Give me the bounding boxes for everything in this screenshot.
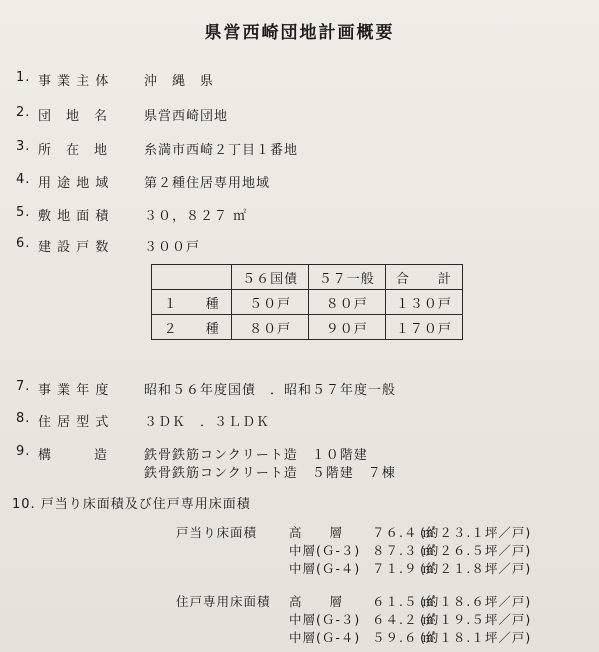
area-note: (約１９.５坪／戸)	[420, 612, 532, 627]
page-title: 県営西崎団地計画概要	[204, 23, 395, 43]
item-value: 沖 縄 県	[144, 74, 215, 89]
item-number: 7.	[16, 379, 31, 394]
item-label: 用 途 地 域	[38, 176, 110, 191]
table-cell: ２ 種	[152, 315, 232, 340]
item-number: 8.	[16, 411, 31, 426]
table-cell: １ 種	[152, 290, 232, 315]
item-number: 4.	[16, 172, 31, 187]
item-number: 9.	[16, 444, 31, 459]
item-value: 県営西崎団地	[144, 109, 229, 124]
item-number: 1.	[16, 70, 31, 85]
item-label: 構 造	[38, 448, 109, 463]
area-group-label: 住戸専用床面積	[176, 594, 271, 609]
item-value: 糸満市西崎２丁目１番地	[144, 143, 299, 158]
item-label: 団 地 名	[38, 109, 109, 124]
table-header-cell: ５７一般	[308, 265, 385, 290]
area-note: (約２６.５坪／戸)	[420, 543, 532, 558]
item-value: 鉄骨鉄筋コンクリート造 １０階建	[144, 448, 368, 463]
area-value: ６４.２ ㎡	[372, 612, 436, 627]
table-cell: １７０戸	[385, 315, 462, 340]
item-value-secondary: 鉄骨鉄筋コンクリート造 ５階建 ７棟	[144, 466, 396, 481]
table-header-row	[152, 265, 463, 290]
table-header-cell	[152, 265, 232, 290]
item-number: 3.	[16, 139, 31, 154]
area-subtype: 中層(Ｇ-３)	[289, 543, 361, 558]
table-cell: ８０戸	[232, 315, 309, 340]
item-value: 第２種住居専用地域	[144, 176, 271, 191]
item-label: 事 業 主 体	[38, 74, 110, 89]
table-cell: ８０戸	[308, 290, 385, 315]
area-subtype: 高 層	[289, 594, 344, 609]
area-value: ５９.６ ㎡	[372, 630, 436, 645]
item-value: ３００戸	[144, 240, 201, 255]
table-cell: １３０戸	[385, 290, 462, 315]
item-number: 6.	[16, 236, 31, 251]
item-label: 建 設 戸 数	[38, 240, 110, 255]
table-header-cell: 合 計	[385, 265, 462, 290]
section-10-heading: 10. 戸当り床面積及び住戸専用床面積	[12, 497, 251, 512]
area-value: ６１.５ ㎡	[372, 594, 436, 609]
item-label: 所 在 地	[38, 143, 109, 158]
area-subtype: 中層(Ｇ-３)	[289, 612, 361, 627]
area-note: (約２３.１坪／戸)	[420, 525, 532, 540]
area-value: ８７.３ ㎡	[372, 543, 436, 558]
area-note: (約１８.６坪／戸)	[420, 594, 532, 609]
area-value: ７６.４ ㎡	[372, 525, 436, 540]
table-header-cell: ５６国債	[232, 265, 309, 290]
table-row	[152, 315, 463, 340]
item-label: 敷 地 面 積	[38, 209, 110, 224]
area-group-label: 戸当り床面積	[176, 525, 258, 540]
item-value: ３ＤＫ ．３ＬＤＫ	[144, 415, 271, 430]
item-label: 住 居 型 式	[38, 415, 110, 430]
area-value: ７１.９ ㎡	[372, 561, 436, 576]
table-cell: ５０戸	[232, 290, 309, 315]
item-number: 2.	[16, 105, 31, 120]
unit-table	[151, 264, 463, 340]
item-value: ３０，８２７ ㎡	[144, 209, 248, 224]
table-row	[152, 290, 463, 315]
item-number: 5.	[16, 205, 31, 220]
item-value: 昭和５６年度国債 ．昭和５７年度一般	[144, 383, 397, 398]
area-note: (約２１.８坪／戸)	[420, 561, 532, 576]
area-subtype: 中層(Ｇ-４)	[289, 561, 361, 576]
area-subtype: 高 層	[289, 525, 344, 540]
area-subtype: 中層(Ｇ-４)	[289, 630, 361, 645]
table-cell: ９０戸	[308, 315, 385, 340]
area-note: (約１８.１坪／戸)	[420, 630, 532, 645]
item-label: 事 業 年 度	[38, 383, 110, 398]
